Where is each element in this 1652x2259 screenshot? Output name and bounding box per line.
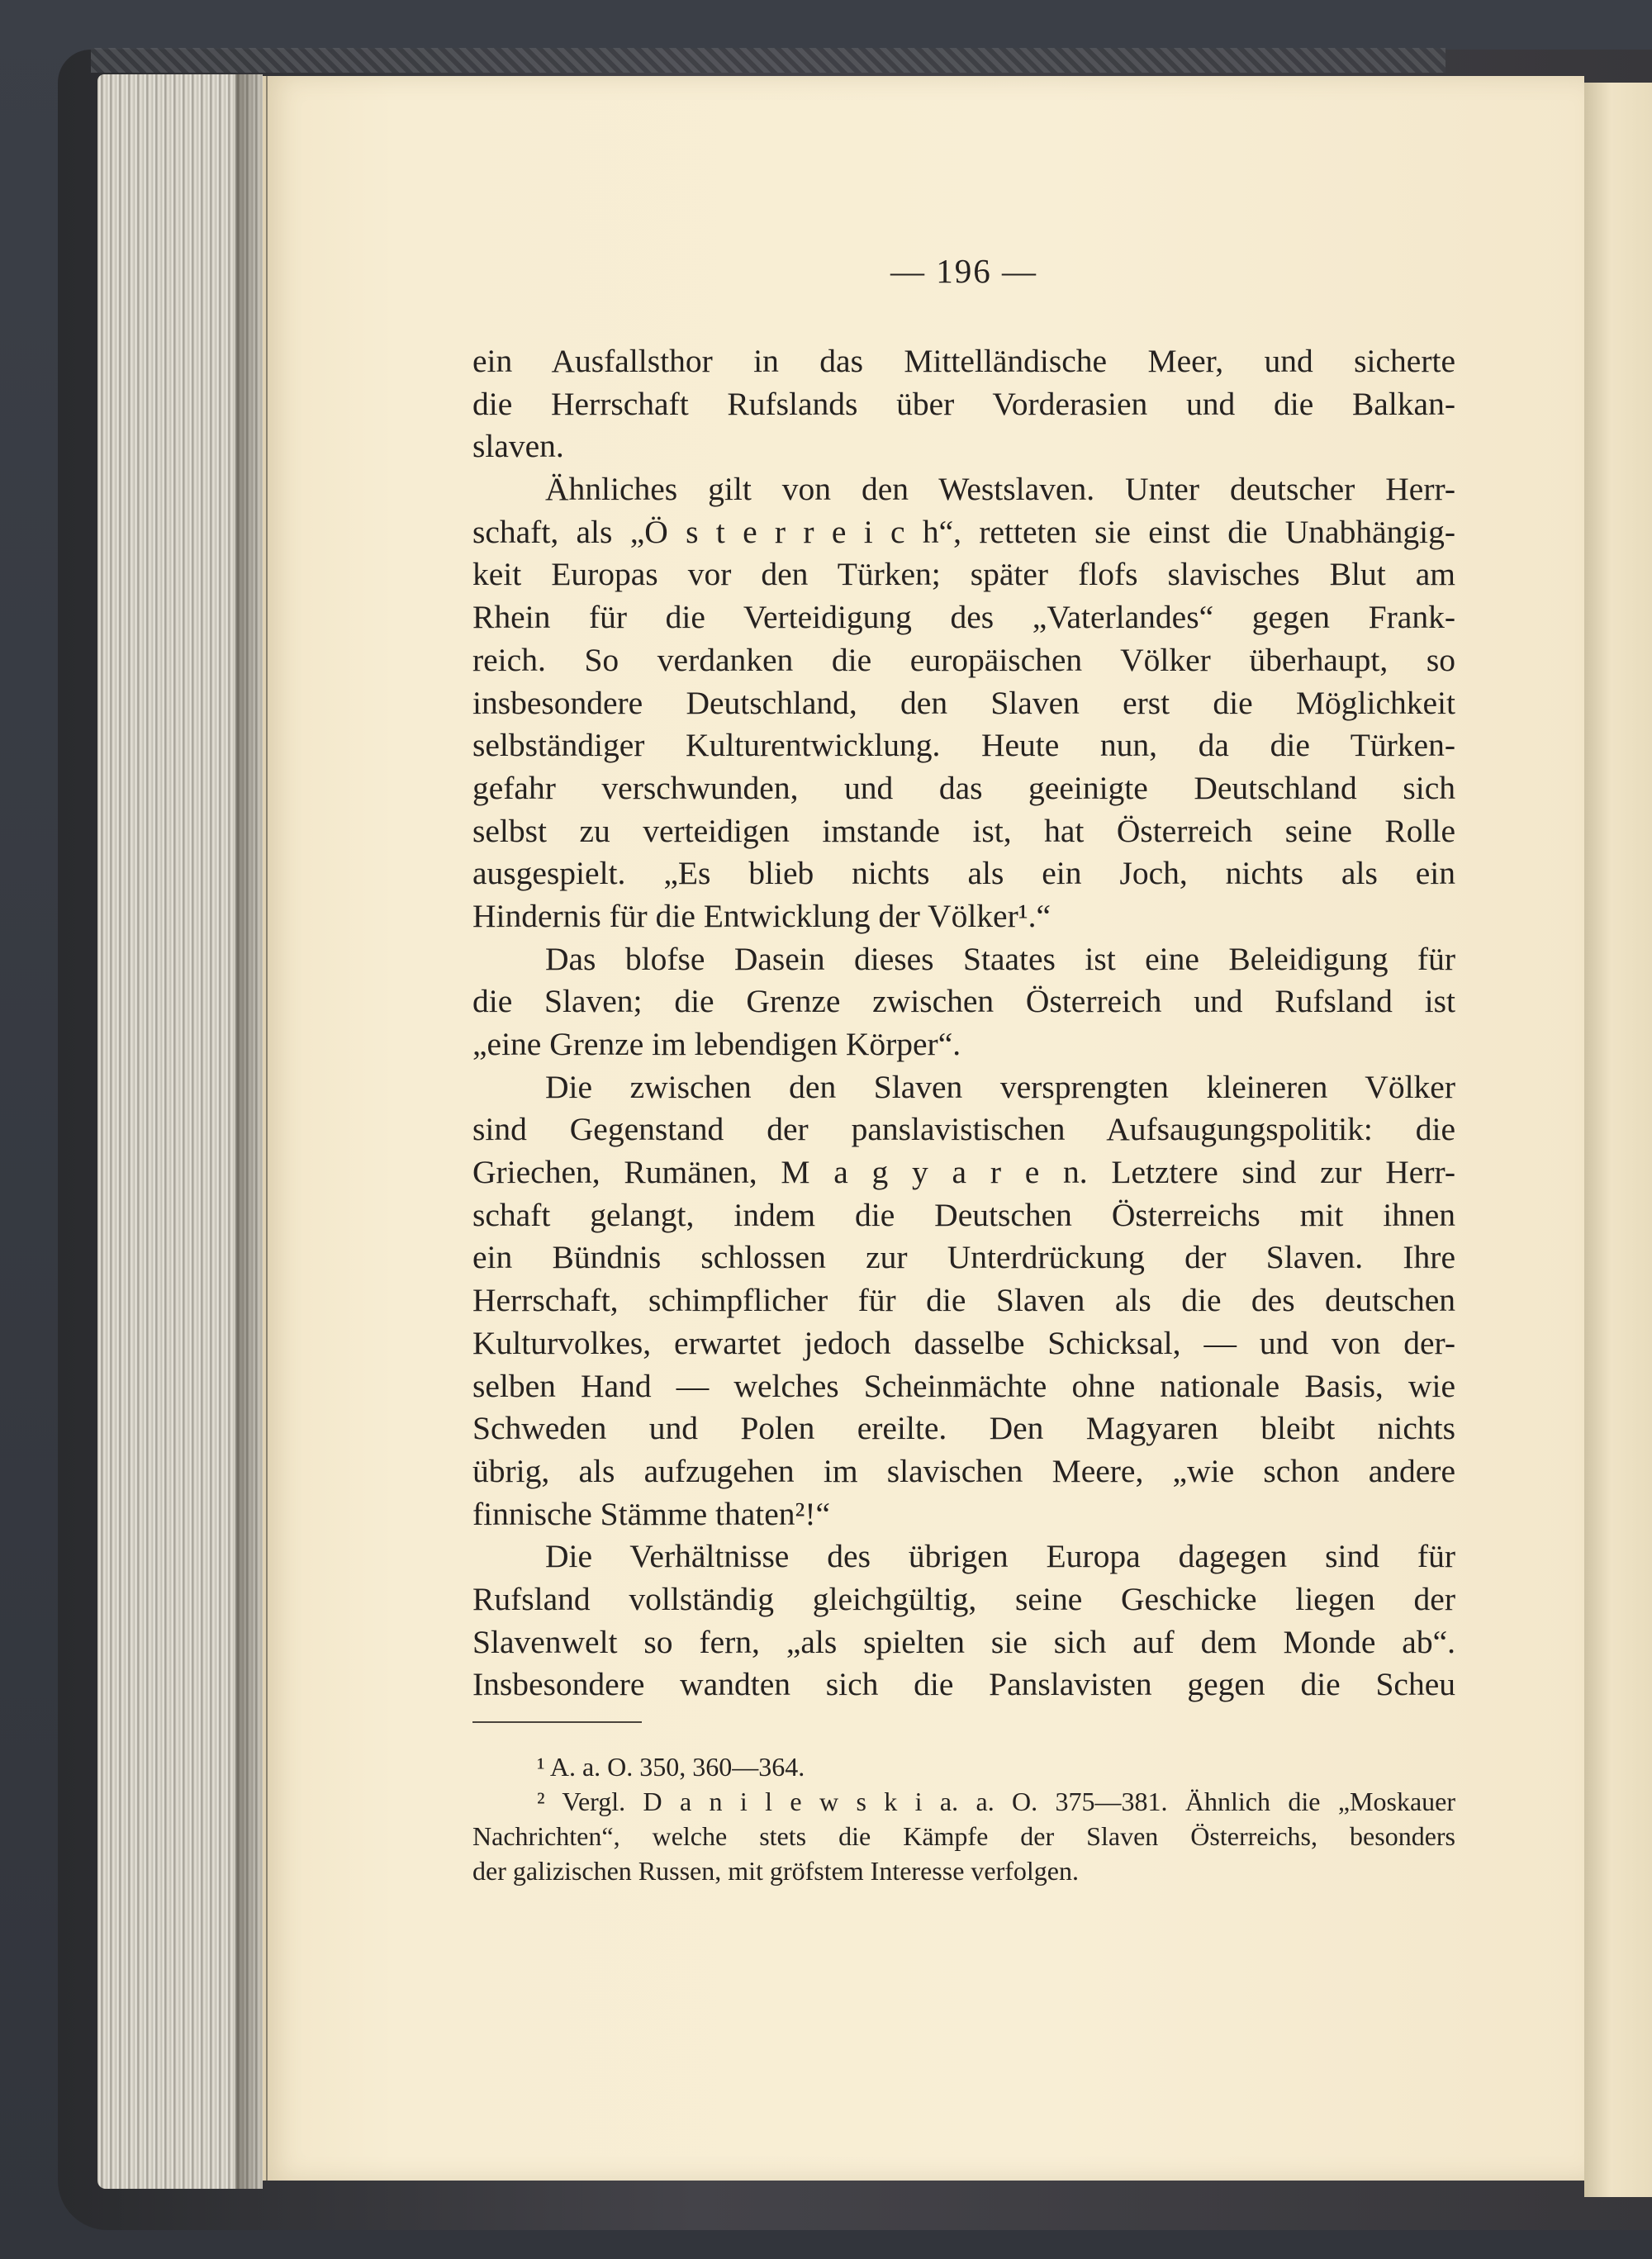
page-inner-edge — [266, 76, 268, 2181]
text-line: Griechen, Rumänen, M a g y a r e n. Letztere sind zur Herr- — [472, 1154, 1455, 1191]
text-line: schaft gelangt, indem die Deutschen Österreichs mit ihnen — [472, 1196, 1455, 1233]
footnote-line: Nachrichten“, welche stets die Kämpfe der Slaven Österreichs, besonders — [472, 1821, 1455, 1851]
facing-page-edge — [1584, 83, 1652, 2197]
footnote-divider — [472, 1721, 642, 1723]
text-line: Rhein für die Verteidigung des „Vaterlandes“ gegen Frank- — [472, 599, 1455, 636]
text-line: sind Gegenstand der panslavistischen Aufsaugungspolitik: die — [472, 1111, 1455, 1148]
text-line: selbst zu verteidigen imstande ist, hat Österreich seine Rolle — [472, 812, 1455, 849]
text-line: ein Ausfallsthor in das Mittelländische Meer, und sicherte — [472, 343, 1455, 379]
text-line: Insbesondere wandten sich die Panslavisten gegen die Scheu — [472, 1666, 1455, 1703]
text-line: die Herrschaft Rufslands über Vorderasien und die Balkan- — [472, 385, 1455, 422]
page-number: — 196 — — [890, 252, 1037, 290]
text-line: Kulturvolkes, erwartet jedoch dasselbe Schicksal, — und von der- — [472, 1324, 1455, 1361]
body-paragraphs — [472, 340, 1455, 1706]
footnote-line: ² Vergl. D a n i l e w s k i a. a. O. 375—381. Ähnlich die „Moskauer — [537, 1787, 1455, 1816]
text-line: selbständiger Kulturentwicklung. Heute nun, da die Türken- — [472, 727, 1455, 764]
text-line: keit Europas vor den Türken; später flofs slavisches Blut am — [472, 556, 1455, 593]
text-line: schaft, als „Ö s t e r r e i c h“, retteten sie einst die Unabhängig- — [472, 513, 1455, 550]
main-text — [472, 252, 1455, 1706]
text-line: Schweden und Polen ereilte. Den Magyaren bleibt nichts — [472, 1410, 1455, 1447]
text-line: Herrschaft, schimpflicher für die Slaven als die des deutschen — [472, 1282, 1455, 1319]
text-line: übrig, als aufzugehen im slavischen Meere, „wie schon andere — [472, 1452, 1455, 1489]
text-line: Ähnliches gilt von den Westslaven. Unter deutscher Herr- — [545, 471, 1455, 508]
footnotes — [472, 1749, 1455, 1888]
text-line: reich. So verdanken die europäischen Völker überhaupt, so — [472, 641, 1455, 678]
footnote-line: der galizischen Russen, mit gröfstem Interesse verfolgen. — [472, 1856, 1079, 1886]
text-line: Slavenwelt so fern, „als spielten sie sich auf dem Monde ab“. — [472, 1623, 1455, 1660]
text-line: Das blofse Dasein dieses Staates ist eine Beleidigung für — [545, 940, 1455, 977]
text-line: gefahr verschwunden, und das geeinigte Deutschland sich — [472, 769, 1455, 806]
text-line: Hindernis für die Entwicklung der Völker¹.“ — [472, 897, 1051, 934]
text-line: finnische Stämme thaten²!“ — [472, 1495, 831, 1532]
cover-headband — [91, 48, 1446, 73]
text-line: selben Hand — welches Scheinmächte ohne nationale Basis, wie — [472, 1367, 1455, 1404]
text-line: ausgespielt. „Es blieb nichts als ein Joch, nichts als ein — [472, 855, 1455, 892]
footnote-line: ¹ A. a. O. 350, 360—364. — [537, 1752, 805, 1782]
text-line: die Slaven; die Grenze zwischen Österreich und Rufsland ist — [472, 983, 1455, 1020]
text-line: „eine Grenze im lebendigen Körper“. — [472, 1026, 961, 1062]
text-line: slaven. — [472, 428, 564, 465]
text-line: Die zwischen den Slaven versprengten kleineren Völker — [545, 1068, 1455, 1105]
text-line: ein Bündnis schlossen zur Unterdrückung der Slaven. Ihre — [472, 1239, 1455, 1276]
text-line: Die Verhältnisse des übrigen Europa dagegen sind für — [545, 1538, 1455, 1575]
text-line: insbesondere Deutschland, den Slaven erst die Möglichkeit — [472, 684, 1455, 721]
text-line: Rufsland vollständig gleichgültig, seine Geschicke liegen der — [472, 1580, 1455, 1617]
